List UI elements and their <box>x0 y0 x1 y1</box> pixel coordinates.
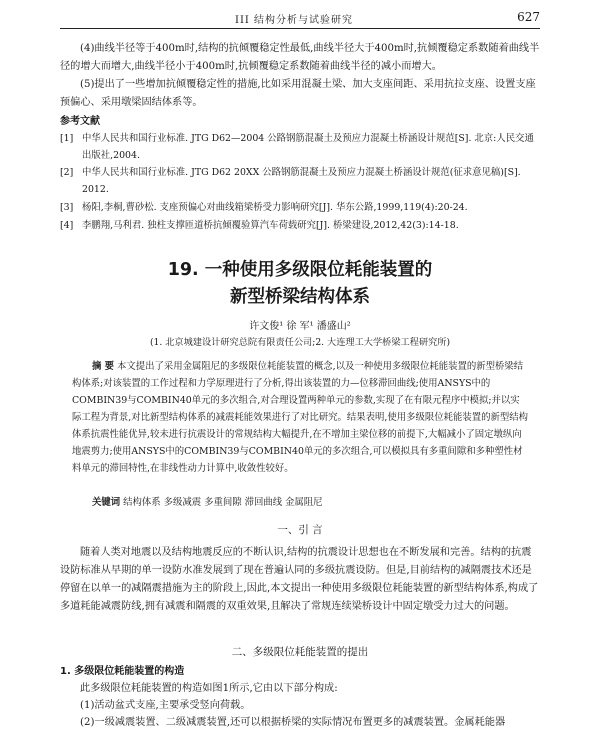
abstract <box>72 358 528 477</box>
subsection-1-item-1: (1)活动盆式支座,主要承受竖向荷载。 <box>80 700 251 711</box>
page-number: 627 <box>517 10 540 24</box>
article-title-line-2: 新型桥梁结构体系 <box>230 287 370 307</box>
keywords-label: 关键词 <box>92 497 121 508</box>
reference-item: [4] 李鹏翔,马利君. 独柱支撑匝道桥抗倾覆验算汽车荷载研究[J]. 桥梁建设,2012,42(3):14-18. <box>60 220 459 231</box>
article-affiliation: (1. 北京城建设计研究总院有限责任公司;2. 大连理工大学桥梁工程研究所) <box>149 337 451 348</box>
header-section: III 结构分析与试验研究 <box>235 15 354 26</box>
abstract-text: 本文提出了采用金属阻尼的多级限位耗能装置的概念,以及一种使用多级限位耗能装置的新型桥梁结构体系;对该装置的工作过程和力学原理进行了分析,得出该装置的力—位移滞回曲线;使用ANSYS中的COMBIN39与COMBIN40单元的多次组合,对合理设置两种单元的参数,实现了在有限元程序中模拟;并以实际工程为背景,对比新型结构体系的减震耗能效果进行了对比研究。结果表明,使用多级限位耗能装置的新型结构体系抗震性能优异,较未进行抗震设计的常规结构大幅提升,在不增加主梁位移的前提下,大幅减小了固定墩纵向地震剪力;使用ANSYS中的COMBIN39与COMBIN40单元的多次组合,可以模拟具有多重间隙和多种塑性材料单元的滞回特性,在非线性动力计算中,收敛性较好。 <box>72 361 528 474</box>
keywords-text: 结构体系 多级减震 多重间隙 滞回曲线 金属阻尼 <box>123 497 323 508</box>
conclusion-item-4: (4)曲线半径等于400m时,结构的抗倾覆稳定性最低,曲线半径大于400m时,抗倾覆稳定系数随着曲线半径的增大而增大,曲线半径小于400m时,抗倾覆稳定系数随着曲线半径的减小而增大。 <box>60 43 540 72</box>
reference-item: [2] 中华人民共和国行业标准. JTG D62 20XX 公路钢筋混凝土及预应力混凝土桥涵设计规范(征求意见稿)[S]. 2012. <box>60 167 521 195</box>
section-1-title: 一、引 言 <box>277 524 323 536</box>
article-title-line-1: 19. 一种使用多级限位耗能装置的 <box>167 260 433 280</box>
running-header <box>60 8 540 29</box>
conclusion-item-5: (5)提出了一些增加抗倾覆稳定性的措施,比如采用混凝土梁、加大支座间距、采用抗拉支座、设置支座预偏心、采用墩梁固结体系等。 <box>60 79 536 108</box>
subsection-1-intro: 此多级限位耗能装置的构造如图1所示,它由以下部分构成: <box>80 683 338 694</box>
reference-item: [1] 中华人民共和国行业标准. JTG D62—2004 公路钢筋混凝土及预应力混凝土桥涵设计规范[S]. 北京:人民交通出版社,2004. <box>60 133 534 161</box>
keywords <box>72 494 528 511</box>
subsection-1-item-2: (2)一级减震装置、二级减震装置,还可以根据桥梁的实际情况布置更多的减震装置。金属耗能器 <box>80 717 506 728</box>
section-2-title: 二、多级限位耗能装置的提出 <box>231 646 369 658</box>
section-1-body: 随着人类对地震以及结构地震反应的不断认识,结构的抗震设计思想也在不断发展和完善。结构的抗震设防标准从早期的单一设防水准发展到了现在普遍认同的多级抗震设防。但是,目前结构的减隔震技术还是停留在以单一的减隔震措施为主的阶段上,因此,本文提出一种使用多级限位耗能装置的新型结构体系,构成了多道耗能减震防线,拥有减震和隔震的双重效果,且解决了常规连续梁桥设计中固定墩受力过大的问题。 <box>60 547 539 612</box>
abstract-label: 摘 要 <box>92 361 115 372</box>
subsection-1-title: 1. 多级限位耗能装置的构造 <box>60 666 185 677</box>
article-authors: 许文俊¹ 徐 军¹ 潘盛山² <box>249 321 351 332</box>
references-heading: 参考文献 <box>60 116 100 127</box>
reference-item: [3] 杨阳,李桐,曹砂松. 支座预偏心对曲线箱梁桥受力影响研究[J]. 华东公路,1999,119(4):20-24. <box>60 202 468 213</box>
